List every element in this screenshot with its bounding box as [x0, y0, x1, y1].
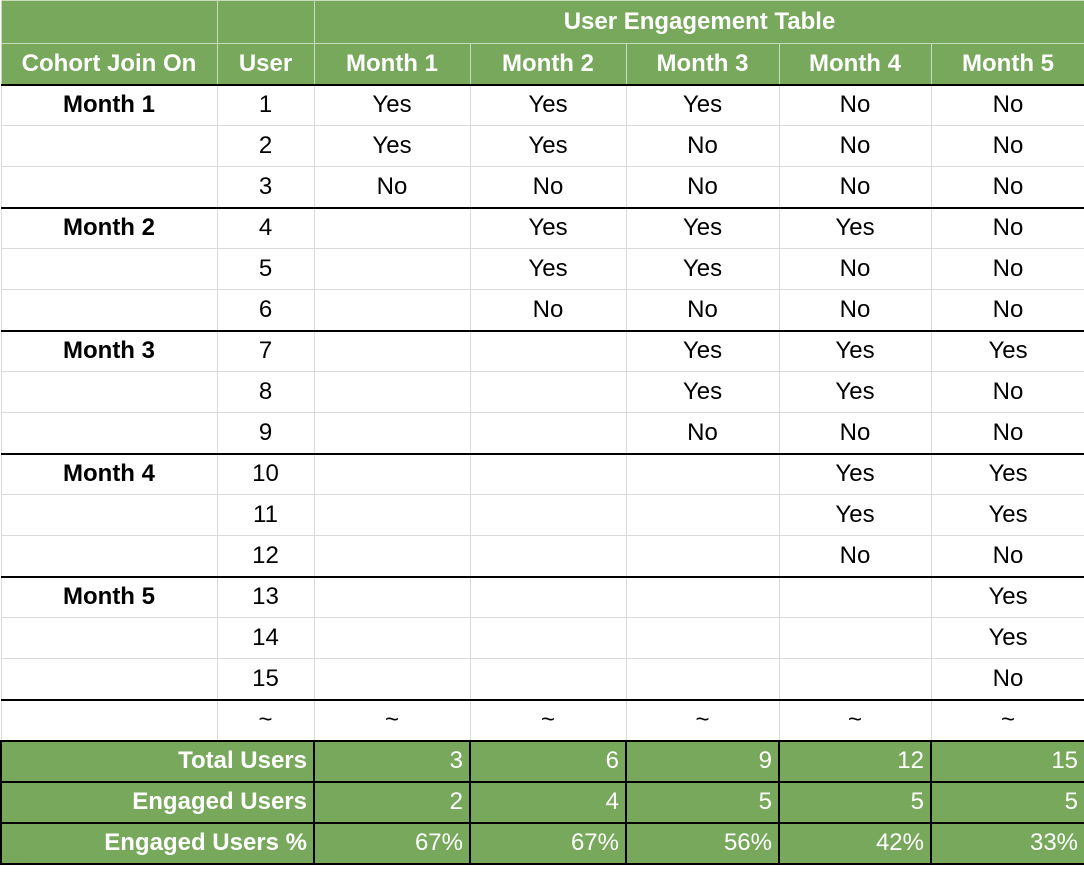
summary-value[interactable]: 42%: [779, 823, 931, 864]
engagement-cell[interactable]: [626, 536, 779, 577]
continuation-cell[interactable]: ~: [314, 700, 470, 741]
continuation-cell[interactable]: ~: [626, 700, 779, 741]
user-cell[interactable]: 8: [217, 372, 314, 413]
engagement-cell[interactable]: No: [626, 290, 779, 331]
engagement-cell[interactable]: Yes: [931, 331, 1084, 372]
engagement-cell[interactable]: [779, 618, 931, 659]
engagement-cell[interactable]: [314, 454, 470, 495]
summary-label[interactable]: Total Users: [1, 741, 314, 782]
continuation-cell[interactable]: ~: [470, 700, 626, 741]
user-cell[interactable]: 11: [217, 495, 314, 536]
summary-label[interactable]: Engaged Users %: [1, 823, 314, 864]
engagement-cell[interactable]: Yes: [779, 495, 931, 536]
cohort-cell[interactable]: [1, 618, 217, 659]
header-blank-cell[interactable]: [1, 1, 217, 44]
engagement-cell[interactable]: Yes: [470, 208, 626, 249]
engagement-cell[interactable]: Yes: [626, 331, 779, 372]
cohort-cell[interactable]: [1, 413, 217, 454]
engagement-cell[interactable]: [314, 577, 470, 618]
table-row: [1, 659, 1084, 700]
user-cell[interactable]: 6: [217, 290, 314, 331]
engagement-cell[interactable]: No: [931, 536, 1084, 577]
continuation-cell[interactable]: ~: [217, 700, 314, 741]
engagement-cell[interactable]: Yes: [931, 495, 1084, 536]
summary-row: [1, 782, 1084, 823]
cohort-cell[interactable]: Month 3: [1, 331, 217, 372]
user-cell[interactable]: 9: [217, 413, 314, 454]
user-cell[interactable]: 4: [217, 208, 314, 249]
header-month-4[interactable]: Month 4: [779, 44, 931, 85]
engagement-cell[interactable]: Yes: [626, 85, 779, 126]
cohort-cell[interactable]: Month 2: [1, 208, 217, 249]
table-row: [1, 454, 1084, 495]
engagement-cell[interactable]: [314, 331, 470, 372]
engagement-cell[interactable]: [626, 618, 779, 659]
summary-value[interactable]: 15: [931, 741, 1084, 782]
engagement-cell[interactable]: Yes: [626, 372, 779, 413]
cohort-cell[interactable]: Month 5: [1, 577, 217, 618]
engagement-cell[interactable]: No: [931, 85, 1084, 126]
header-user[interactable]: User: [217, 44, 314, 85]
engagement-cell[interactable]: [779, 577, 931, 618]
engagement-cell[interactable]: [779, 659, 931, 700]
engagement-cell[interactable]: [314, 413, 470, 454]
summary-value[interactable]: 6: [470, 741, 626, 782]
cohort-cell[interactable]: Month 1: [1, 85, 217, 126]
user-cell[interactable]: 15: [217, 659, 314, 700]
table-row: [1, 413, 1084, 454]
blank-cell[interactable]: [1, 700, 217, 741]
user-cell[interactable]: 10: [217, 454, 314, 495]
summary-row: [1, 741, 1084, 782]
table-row: [1, 495, 1084, 536]
user-cell[interactable]: 12: [217, 536, 314, 577]
engagement-cell[interactable]: No: [626, 413, 779, 454]
continuation-cell[interactable]: ~: [931, 700, 1084, 741]
engagement-cell[interactable]: No: [779, 167, 931, 208]
engagement-cell[interactable]: No: [931, 249, 1084, 290]
summary-value[interactable]: 12: [779, 741, 931, 782]
engagement-cell[interactable]: Yes: [931, 454, 1084, 495]
engagement-cell[interactable]: No: [314, 167, 470, 208]
engagement-cell[interactable]: No: [931, 290, 1084, 331]
header-cohort[interactable]: Cohort Join On: [1, 44, 217, 85]
engagement-cell[interactable]: Yes: [470, 85, 626, 126]
engagement-cell[interactable]: Yes: [779, 331, 931, 372]
engagement-cell[interactable]: [314, 372, 470, 413]
title-row: [1, 1, 1084, 44]
summary-value[interactable]: 67%: [314, 823, 470, 864]
engagement-cell[interactable]: No: [779, 85, 931, 126]
summary-value[interactable]: 56%: [626, 823, 779, 864]
summary-value[interactable]: 33%: [931, 823, 1084, 864]
user-cell[interactable]: 14: [217, 618, 314, 659]
summary-value[interactable]: 67%: [470, 823, 626, 864]
engagement-cell[interactable]: No: [626, 126, 779, 167]
user-cell[interactable]: 1: [217, 85, 314, 126]
engagement-cell[interactable]: [314, 659, 470, 700]
engagement-cell[interactable]: Yes: [314, 85, 470, 126]
engagement-cell[interactable]: No: [779, 126, 931, 167]
engagement-cell[interactable]: No: [931, 413, 1084, 454]
cohort-cell[interactable]: [1, 495, 217, 536]
engagement-cell[interactable]: [470, 454, 626, 495]
engagement-cell[interactable]: [314, 536, 470, 577]
continuation-cell[interactable]: ~: [779, 700, 931, 741]
engagement-cell[interactable]: No: [779, 413, 931, 454]
cohort-cell[interactable]: [1, 536, 217, 577]
header-month-5[interactable]: Month 5: [931, 44, 1084, 85]
engagement-cell[interactable]: [470, 495, 626, 536]
engagement-cell[interactable]: No: [931, 167, 1084, 208]
engagement-cell[interactable]: Yes: [779, 208, 931, 249]
table-row: [1, 536, 1084, 577]
table-title[interactable]: User Engagement Table: [314, 1, 1084, 44]
engagement-cell[interactable]: No: [470, 290, 626, 331]
user-cell[interactable]: 3: [217, 167, 314, 208]
engagement-cell[interactable]: [314, 495, 470, 536]
table-row: [1, 167, 1084, 208]
column-header-row: [1, 44, 1084, 85]
header-month-1[interactable]: Month 1: [314, 44, 470, 85]
engagement-cell[interactable]: No: [931, 372, 1084, 413]
table-row: [1, 85, 1084, 126]
engagement-cell[interactable]: [626, 495, 779, 536]
engagement-cell[interactable]: [470, 577, 626, 618]
cohort-cell[interactable]: [1, 249, 217, 290]
engagement-cell[interactable]: Yes: [931, 618, 1084, 659]
engagement-cell[interactable]: Yes: [931, 577, 1084, 618]
continuation-row: [1, 700, 1084, 741]
summary-value[interactable]: 5: [931, 782, 1084, 823]
table-row: [1, 372, 1084, 413]
summary-value[interactable]: 5: [779, 782, 931, 823]
engagement-cell[interactable]: [470, 372, 626, 413]
table-row: [1, 577, 1084, 618]
engagement-cell[interactable]: [470, 659, 626, 700]
user-cell[interactable]: 7: [217, 331, 314, 372]
engagement-cell[interactable]: No: [626, 167, 779, 208]
engagement-cell[interactable]: Yes: [314, 126, 470, 167]
engagement-cell[interactable]: Yes: [779, 372, 931, 413]
table-row: [1, 618, 1084, 659]
engagement-cell[interactable]: [626, 454, 779, 495]
engagement-cell[interactable]: [626, 659, 779, 700]
header-month-2[interactable]: Month 2: [470, 44, 626, 85]
engagement-cell[interactable]: Yes: [779, 454, 931, 495]
engagement-cell[interactable]: [314, 208, 470, 249]
cohort-cell[interactable]: [1, 372, 217, 413]
engagement-cell[interactable]: No: [779, 536, 931, 577]
table-row: [1, 249, 1084, 290]
engagement-cell[interactable]: Yes: [626, 208, 779, 249]
summary-value[interactable]: 4: [470, 782, 626, 823]
cohort-cell[interactable]: [1, 659, 217, 700]
summary-label[interactable]: Engaged Users: [1, 782, 314, 823]
table-row: [1, 290, 1084, 331]
header-blank-cell[interactable]: [217, 1, 314, 44]
engagement-cell[interactable]: [626, 577, 779, 618]
table-row: [1, 126, 1084, 167]
table-row: [1, 331, 1084, 372]
engagement-cell[interactable]: [470, 331, 626, 372]
user-cell[interactable]: 13: [217, 577, 314, 618]
summary-value[interactable]: 9: [626, 741, 779, 782]
engagement-cell[interactable]: No: [931, 126, 1084, 167]
engagement-cell[interactable]: No: [779, 249, 931, 290]
engagement-cell[interactable]: No: [931, 659, 1084, 700]
summary-value[interactable]: 5: [626, 782, 779, 823]
engagement-cell[interactable]: No: [470, 167, 626, 208]
engagement-cell[interactable]: [470, 536, 626, 577]
engagement-cell[interactable]: [470, 413, 626, 454]
user-cell[interactable]: 2: [217, 126, 314, 167]
cohort-cell[interactable]: [1, 167, 217, 208]
cohort-cell[interactable]: Month 4: [1, 454, 217, 495]
engagement-cell[interactable]: Yes: [470, 249, 626, 290]
cohort-cell[interactable]: [1, 290, 217, 331]
engagement-cell[interactable]: [470, 618, 626, 659]
summary-value[interactable]: 2: [314, 782, 470, 823]
summary-row: [1, 823, 1084, 864]
table-row: [1, 208, 1084, 249]
cohort-cell[interactable]: [1, 126, 217, 167]
engagement-cell[interactable]: [314, 618, 470, 659]
engagement-cell[interactable]: No: [779, 290, 931, 331]
header-month-3[interactable]: Month 3: [626, 44, 779, 85]
engagement-cell[interactable]: Yes: [470, 126, 626, 167]
engagement-cell[interactable]: [314, 290, 470, 331]
engagement-cell[interactable]: Yes: [626, 249, 779, 290]
summary-value[interactable]: 3: [314, 741, 470, 782]
user-cell[interactable]: 5: [217, 249, 314, 290]
engagement-cell[interactable]: [314, 249, 470, 290]
engagement-cell[interactable]: No: [931, 208, 1084, 249]
